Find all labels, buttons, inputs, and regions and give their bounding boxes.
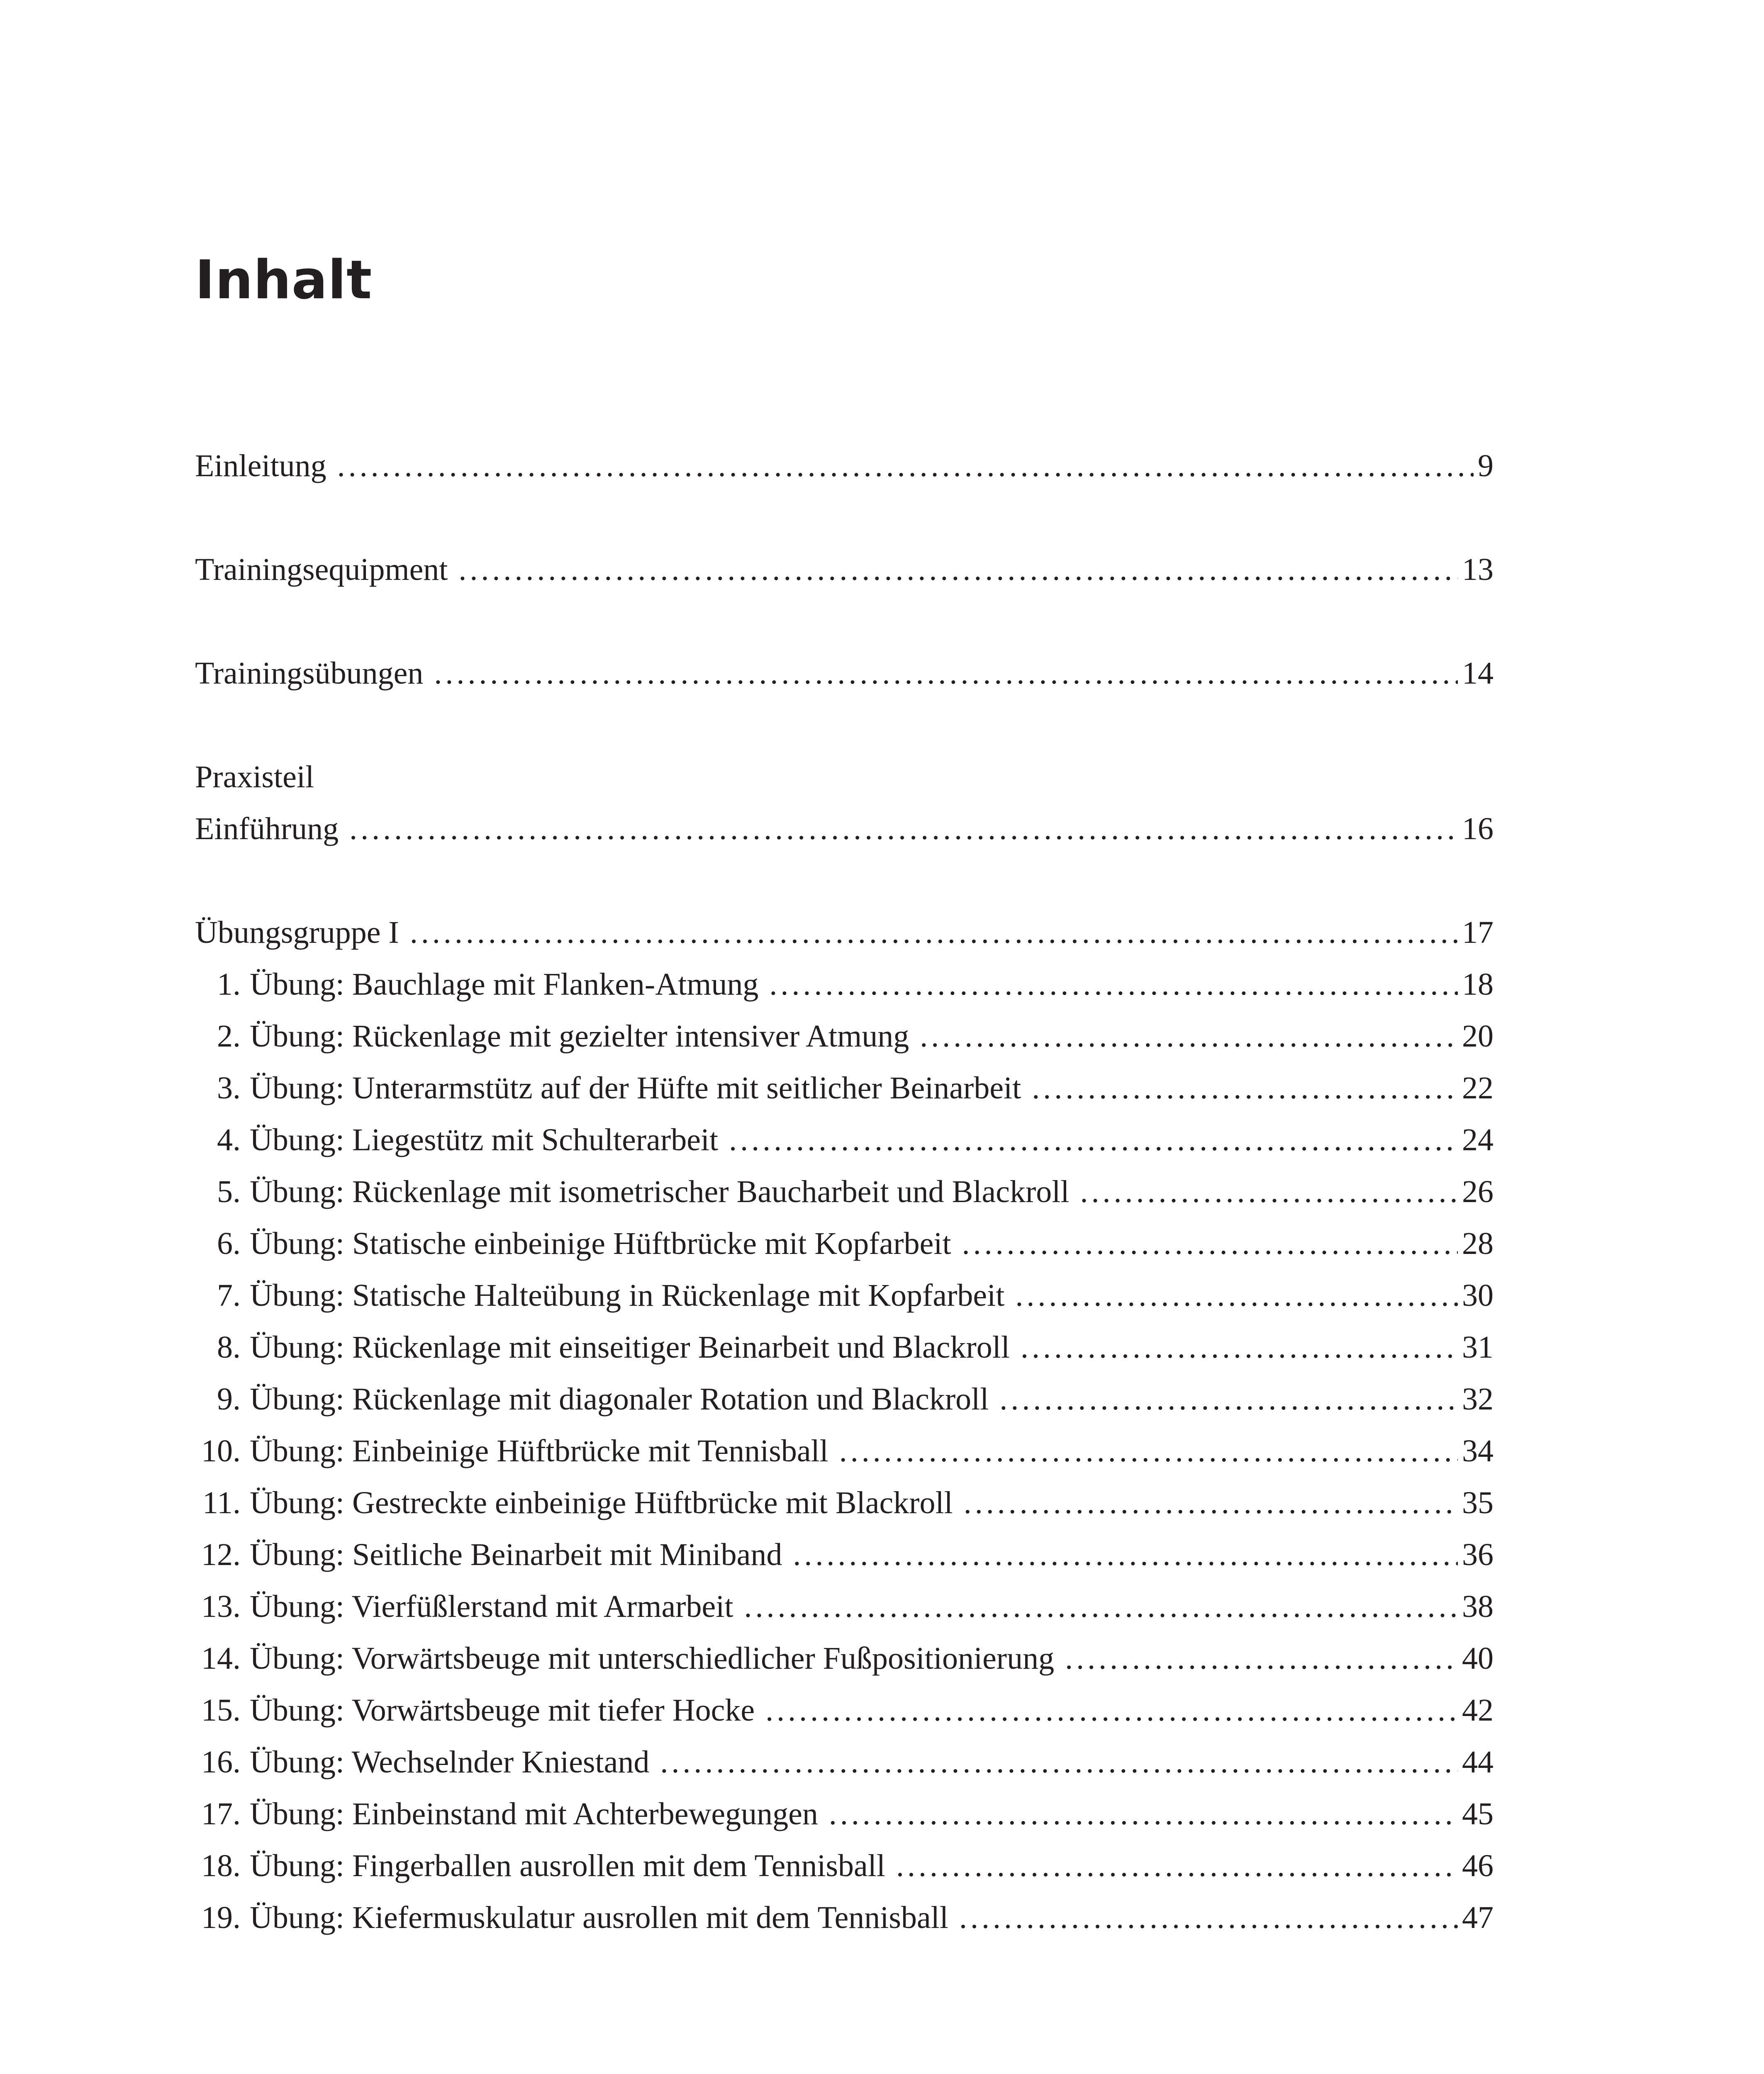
page-title: Inhalt bbox=[195, 249, 373, 311]
dot-leader bbox=[744, 1589, 1458, 1625]
exercise-number: 1. bbox=[217, 967, 241, 1002]
exercise-number: 17. bbox=[201, 1796, 241, 1831]
toc-exercise-entry[interactable] bbox=[195, 966, 1494, 1012]
toc-exercise-entry[interactable] bbox=[195, 1796, 1494, 1842]
toc-page-number: 28 bbox=[1462, 1226, 1494, 1261]
dot-leader bbox=[434, 655, 1458, 691]
toc-entry-label: Einführung bbox=[195, 811, 339, 846]
exercise-title: Übung: Vorwärtsbeuge mit tiefer Hocke bbox=[250, 1693, 755, 1728]
exercise-title: Übung: Unterarmstütz auf der Hüfte mit seitlicher Beinarbeit bbox=[250, 1071, 1021, 1105]
exercise-number: 7. bbox=[217, 1278, 241, 1313]
toc-page-number: 34 bbox=[1462, 1434, 1494, 1468]
toc-page-number: 47 bbox=[1462, 1900, 1494, 1935]
toc-entry-label: Praxisteil bbox=[195, 759, 314, 794]
dot-leader bbox=[769, 966, 1458, 1003]
dot-leader bbox=[1021, 1329, 1458, 1366]
exercise-title: Übung: Rückenlage mit isometrischer Baucharbeit und Blackroll bbox=[250, 1174, 1070, 1209]
toc-page-number: 42 bbox=[1462, 1693, 1494, 1728]
toc-exercise-entry[interactable] bbox=[195, 1174, 1494, 1220]
toc-page-number: 18 bbox=[1462, 967, 1494, 1002]
dot-leader bbox=[1032, 1070, 1458, 1106]
toc-page-number: 31 bbox=[1462, 1330, 1494, 1365]
toc-exercise-entry[interactable] bbox=[195, 1433, 1494, 1479]
toc-page-number: 26 bbox=[1462, 1174, 1494, 1209]
toc-exercise-entry[interactable] bbox=[195, 1278, 1494, 1323]
dot-leader bbox=[765, 1692, 1458, 1728]
toc-exercise-entry[interactable] bbox=[195, 1900, 1494, 1945]
exercise-title: Übung: Rückenlage mit diagonaler Rotation und Blackroll bbox=[250, 1382, 989, 1417]
exercise-title: Übung: Kiefermuskulatur ausrollen mit dem Tennisball bbox=[250, 1900, 948, 1935]
exercise-title: Übung: Fingerballen ausrollen mit dem Tennisball bbox=[250, 1848, 886, 1883]
toc-page-number: 9 bbox=[1478, 448, 1494, 483]
toc-page-number: 45 bbox=[1462, 1796, 1494, 1831]
exercise-number: 3. bbox=[217, 1071, 241, 1105]
toc-page-number: 24 bbox=[1462, 1122, 1494, 1157]
exercise-number: 2. bbox=[217, 1019, 241, 1054]
exercise-title: Übung: Einbeinstand mit Achterbewegungen bbox=[250, 1796, 818, 1831]
toc-page-number: 16 bbox=[1462, 811, 1494, 846]
toc-exercise-entry[interactable] bbox=[195, 1122, 1494, 1168]
exercise-title: Übung: Rückenlage mit einseitiger Beinarbeit und Blackroll bbox=[250, 1330, 1010, 1365]
toc-page-number: 17 bbox=[1462, 915, 1494, 950]
dot-leader bbox=[959, 1900, 1458, 1936]
exercise-title: Übung: Wechselnder Kniestand bbox=[250, 1745, 650, 1779]
exercise-number: 16. bbox=[201, 1745, 241, 1779]
toc-entry-label: Übungsgruppe I bbox=[195, 915, 399, 950]
exercise-title: Übung: Vierfüßlerstand mit Armarbeit bbox=[250, 1589, 733, 1624]
toc-entry-label: Einleitung bbox=[195, 448, 326, 483]
toc-page-number: 13 bbox=[1462, 552, 1494, 587]
toc-page-number: 14 bbox=[1462, 656, 1494, 691]
exercise-title: Übung: Rückenlage mit gezielter intensiver Atmung bbox=[250, 1019, 909, 1054]
toc-exercise-entry[interactable] bbox=[195, 1226, 1494, 1271]
toc-heading-praxisteil bbox=[195, 759, 1494, 805]
toc-exercise-entry[interactable] bbox=[195, 1381, 1494, 1427]
dot-leader bbox=[999, 1381, 1458, 1417]
exercise-number: 5. bbox=[217, 1174, 241, 1209]
exercise-number: 11. bbox=[202, 1485, 241, 1520]
dot-leader bbox=[839, 1433, 1458, 1469]
toc-entry-trainingsuebungen[interactable] bbox=[195, 655, 1494, 701]
toc-page-number: 44 bbox=[1462, 1745, 1494, 1779]
dot-leader bbox=[964, 1485, 1458, 1521]
dot-leader bbox=[349, 811, 1458, 847]
dot-leader bbox=[829, 1796, 1458, 1832]
toc-entry-einfuehrung[interactable] bbox=[195, 811, 1494, 857]
dot-leader bbox=[1080, 1174, 1458, 1210]
toc-entry-trainingsequipment[interactable] bbox=[195, 552, 1494, 597]
dot-leader bbox=[410, 915, 1458, 951]
toc-entry-label: Trainingsübungen bbox=[195, 656, 424, 691]
dot-leader bbox=[896, 1848, 1458, 1884]
toc-page-number: 22 bbox=[1462, 1071, 1494, 1105]
toc-entry-uebungsgruppe-1[interactable] bbox=[195, 915, 1494, 960]
exercise-number: 8. bbox=[217, 1330, 241, 1365]
toc-exercise-entry[interactable] bbox=[195, 1018, 1494, 1064]
exercise-number: 9. bbox=[217, 1382, 241, 1417]
dot-leader bbox=[729, 1122, 1458, 1158]
toc-exercise-entry[interactable] bbox=[195, 1589, 1494, 1634]
toc-page-number: 35 bbox=[1462, 1485, 1494, 1520]
toc-exercise-entry[interactable] bbox=[195, 1070, 1494, 1116]
exercise-title: Übung: Statische einbeinige Hüftbrücke mit Kopfarbeit bbox=[250, 1226, 951, 1261]
exercise-number: 4. bbox=[217, 1122, 241, 1157]
exercise-number: 13. bbox=[201, 1589, 241, 1624]
dot-leader bbox=[1015, 1278, 1458, 1314]
toc-exercise-entry[interactable] bbox=[195, 1641, 1494, 1686]
exercise-title: Übung: Gestreckte einbeinige Hüftbrücke mit Blackroll bbox=[250, 1485, 953, 1520]
exercise-title: Übung: Seitliche Beinarbeit mit Miniband bbox=[250, 1537, 782, 1572]
toc-entry-label: Trainingsequipment bbox=[195, 552, 448, 587]
exercise-title: Übung: Liegestütz mit Schulterarbeit bbox=[250, 1122, 719, 1157]
toc-exercise-entry[interactable] bbox=[195, 1537, 1494, 1582]
exercise-number: 12. bbox=[201, 1537, 241, 1572]
dot-leader bbox=[920, 1018, 1458, 1054]
exercise-title: Übung: Vorwärtsbeuge mit unterschiedlicher Fußpositionierung bbox=[250, 1641, 1055, 1676]
exercise-number: 19. bbox=[201, 1900, 241, 1935]
toc-exercise-entry[interactable] bbox=[195, 1329, 1494, 1375]
toc-exercise-entry[interactable] bbox=[195, 1485, 1494, 1531]
dot-leader bbox=[660, 1744, 1458, 1780]
toc-exercise-entry[interactable] bbox=[195, 1692, 1494, 1738]
toc-exercise-entry[interactable] bbox=[195, 1744, 1494, 1790]
toc-page-number: 40 bbox=[1462, 1641, 1494, 1676]
exercise-number: 14. bbox=[201, 1641, 241, 1676]
toc-page-number: 32 bbox=[1462, 1382, 1494, 1417]
exercise-number: 6. bbox=[217, 1226, 241, 1261]
toc-page-number: 38 bbox=[1462, 1589, 1494, 1624]
dot-leader bbox=[1065, 1641, 1458, 1677]
exercise-number: 10. bbox=[201, 1434, 241, 1468]
dot-leader bbox=[458, 552, 1458, 588]
exercise-title: Übung: Statische Halteübung in Rückenlage mit Kopfarbeit bbox=[250, 1278, 1005, 1313]
toc-page-number: 30 bbox=[1462, 1278, 1494, 1313]
exercise-title: Übung: Einbeinige Hüftbrücke mit Tennisball bbox=[250, 1434, 828, 1468]
dot-leader bbox=[337, 448, 1474, 484]
exercise-title: Übung: Bauchlage mit Flanken-Atmung bbox=[250, 967, 759, 1002]
exercise-number: 18. bbox=[201, 1848, 241, 1883]
toc-page-number: 20 bbox=[1462, 1019, 1494, 1054]
dot-leader bbox=[962, 1226, 1458, 1262]
toc-entry-einleitung[interactable] bbox=[195, 448, 1494, 494]
toc-page-number: 36 bbox=[1462, 1537, 1494, 1572]
exercise-number: 15. bbox=[201, 1693, 241, 1728]
dot-leader bbox=[793, 1537, 1458, 1573]
toc-exercise-entry[interactable] bbox=[195, 1848, 1494, 1894]
toc-page-number: 46 bbox=[1462, 1848, 1494, 1883]
